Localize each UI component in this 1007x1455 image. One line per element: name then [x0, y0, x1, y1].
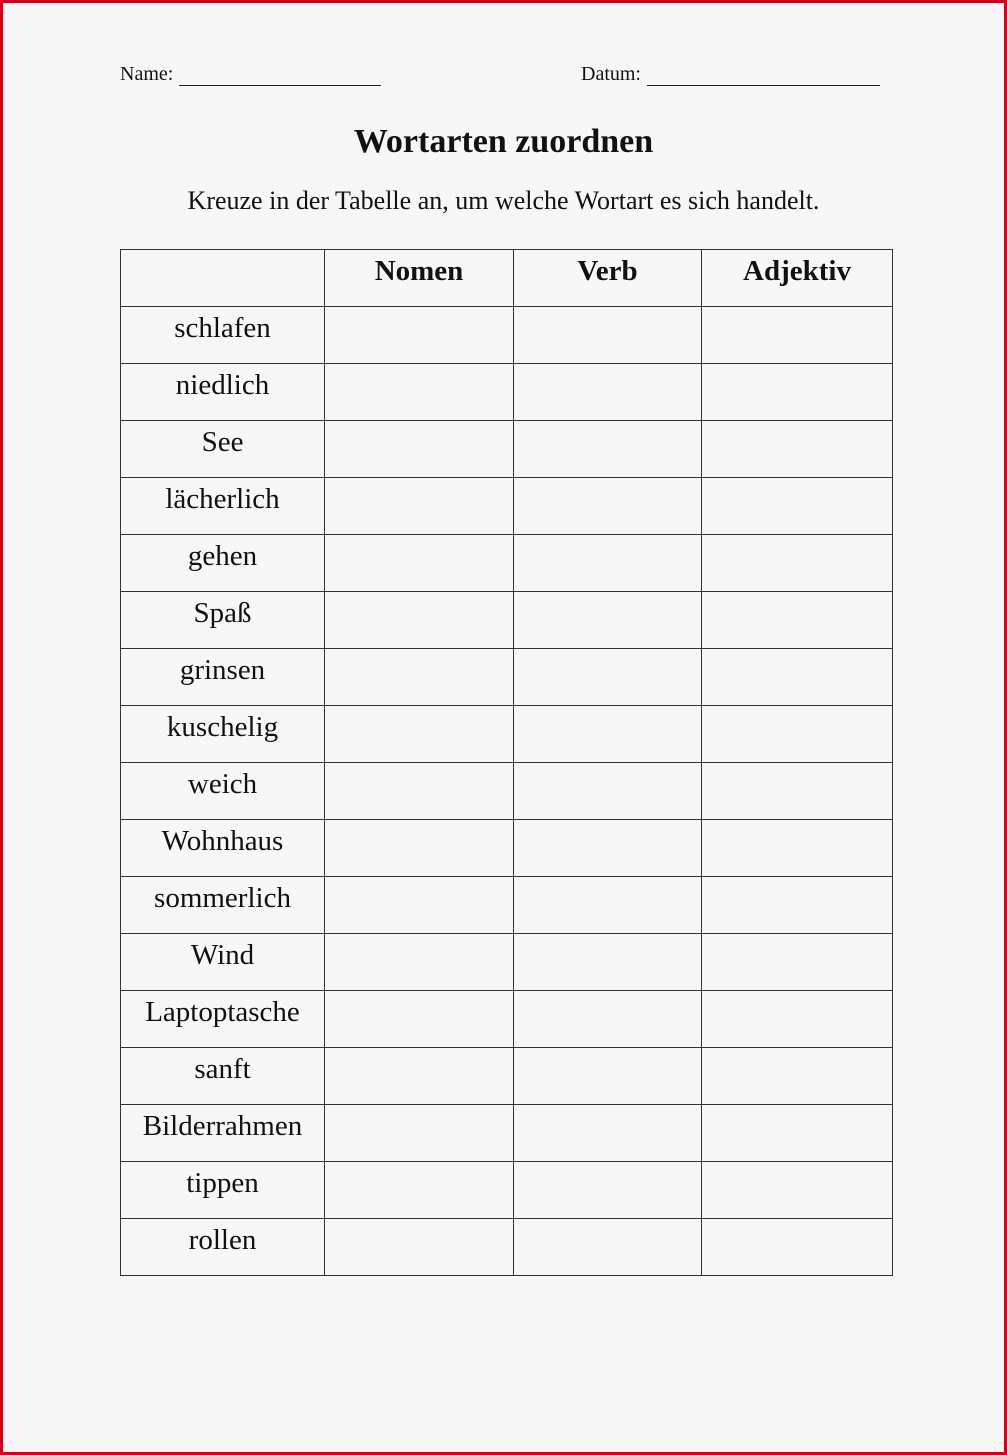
checkbox-cell-verb[interactable] [514, 1048, 702, 1105]
word-cell: schlafen [121, 307, 325, 364]
checkbox-cell-adjektiv[interactable] [702, 820, 893, 877]
checkbox-cell-verb[interactable] [514, 592, 702, 649]
checkbox-cell-nomen[interactable] [325, 934, 514, 991]
checkbox-cell-adjektiv[interactable] [702, 706, 893, 763]
table-row [121, 1162, 893, 1219]
table-header-row [121, 250, 893, 307]
checkbox-cell-adjektiv[interactable] [702, 1105, 893, 1162]
word-cell: lächerlich [121, 478, 325, 535]
table-row [121, 478, 893, 535]
table-row [121, 1105, 893, 1162]
word-cell: rollen [121, 1219, 325, 1276]
word-cell: See [121, 421, 325, 478]
checkbox-cell-adjektiv[interactable] [702, 1048, 893, 1105]
checkbox-cell-adjektiv[interactable] [702, 1219, 893, 1276]
checkbox-cell-nomen[interactable] [325, 706, 514, 763]
checkbox-cell-nomen[interactable] [325, 1048, 514, 1105]
checkbox-cell-verb[interactable] [514, 364, 702, 421]
name-label: Name: [120, 63, 174, 85]
word-cell: sommerlich [121, 877, 325, 934]
word-cell: Wind [121, 934, 325, 991]
checkbox-cell-nomen[interactable] [325, 535, 514, 592]
checkbox-cell-verb[interactable] [514, 820, 702, 877]
checkbox-cell-nomen[interactable] [325, 478, 514, 535]
table-row [121, 991, 893, 1048]
date-field [581, 63, 880, 86]
checkbox-cell-adjektiv[interactable] [702, 535, 893, 592]
checkbox-cell-verb[interactable] [514, 1162, 702, 1219]
table-row [121, 649, 893, 706]
table-row [121, 820, 893, 877]
checkbox-cell-adjektiv[interactable] [702, 991, 893, 1048]
checkbox-cell-adjektiv[interactable] [702, 421, 893, 478]
name-blank-line[interactable] [179, 67, 381, 86]
worksheet-title: Wortarten zuordnen [353, 123, 654, 160]
word-cell: niedlich [121, 364, 325, 421]
checkbox-cell-adjektiv[interactable] [702, 763, 893, 820]
checkbox-cell-nomen[interactable] [325, 763, 514, 820]
checkbox-cell-nomen[interactable] [325, 649, 514, 706]
checkbox-cell-verb[interactable] [514, 706, 702, 763]
word-type-table [120, 249, 893, 1276]
word-cell: sanft [121, 1048, 325, 1105]
table-row [121, 1219, 893, 1276]
checkbox-cell-verb[interactable] [514, 1105, 702, 1162]
checkbox-cell-verb[interactable] [514, 307, 702, 364]
table-row [121, 421, 893, 478]
checkbox-cell-adjektiv[interactable] [702, 592, 893, 649]
checkbox-cell-nomen[interactable] [325, 592, 514, 649]
word-cell: weich [121, 763, 325, 820]
checkbox-cell-nomen[interactable] [325, 1162, 514, 1219]
table-row [121, 934, 893, 991]
word-cell: tippen [121, 1162, 325, 1219]
table-row [121, 763, 893, 820]
table-row [121, 307, 893, 364]
checkbox-cell-adjektiv[interactable] [702, 649, 893, 706]
checkbox-cell-verb[interactable] [514, 535, 702, 592]
checkbox-cell-verb[interactable] [514, 421, 702, 478]
checkbox-cell-verb[interactable] [514, 478, 702, 535]
table-row [121, 592, 893, 649]
checkbox-cell-nomen[interactable] [325, 820, 514, 877]
table-row [121, 535, 893, 592]
checkbox-cell-adjektiv[interactable] [702, 877, 893, 934]
word-cell: kuschelig [121, 706, 325, 763]
checkbox-cell-nomen[interactable] [325, 1219, 514, 1276]
table-row [121, 877, 893, 934]
date-label: Datum: [581, 63, 641, 85]
checkbox-cell-nomen[interactable] [325, 364, 514, 421]
checkbox-cell-verb[interactable] [514, 1219, 702, 1276]
checkbox-cell-nomen[interactable] [325, 421, 514, 478]
checkbox-cell-nomen[interactable] [325, 991, 514, 1048]
checkbox-cell-nomen[interactable] [325, 877, 514, 934]
table-body [121, 307, 893, 1276]
column-header-verb: Verb [514, 250, 702, 307]
date-blank-line[interactable] [647, 67, 880, 86]
word-cell: grinsen [121, 649, 325, 706]
checkbox-cell-verb[interactable] [514, 763, 702, 820]
table-row [121, 706, 893, 763]
word-cell: Laptoptasche [121, 991, 325, 1048]
checkbox-cell-verb[interactable] [514, 991, 702, 1048]
column-header-word [121, 250, 325, 307]
checkbox-cell-verb[interactable] [514, 934, 702, 991]
word-cell: Bilderrahmen [121, 1105, 325, 1162]
worksheet-instruction: Kreuze in der Tabelle an, um welche Wortart es sich handelt. [187, 186, 820, 215]
column-header-adjektiv: Adjektiv [702, 250, 893, 307]
checkbox-cell-adjektiv[interactable] [702, 478, 893, 535]
checkbox-cell-nomen[interactable] [325, 307, 514, 364]
name-field [120, 63, 381, 86]
checkbox-cell-adjektiv[interactable] [702, 364, 893, 421]
column-header-nomen: Nomen [325, 250, 514, 307]
word-cell: Spaß [121, 592, 325, 649]
table-row [121, 364, 893, 421]
checkbox-cell-verb[interactable] [514, 649, 702, 706]
word-cell: gehen [121, 535, 325, 592]
word-cell: Wohnhaus [121, 820, 325, 877]
checkbox-cell-adjektiv[interactable] [702, 934, 893, 991]
checkbox-cell-adjektiv[interactable] [702, 1162, 893, 1219]
checkbox-cell-verb[interactable] [514, 877, 702, 934]
table-row [121, 1048, 893, 1105]
checkbox-cell-adjektiv[interactable] [702, 307, 893, 364]
checkbox-cell-nomen[interactable] [325, 1105, 514, 1162]
